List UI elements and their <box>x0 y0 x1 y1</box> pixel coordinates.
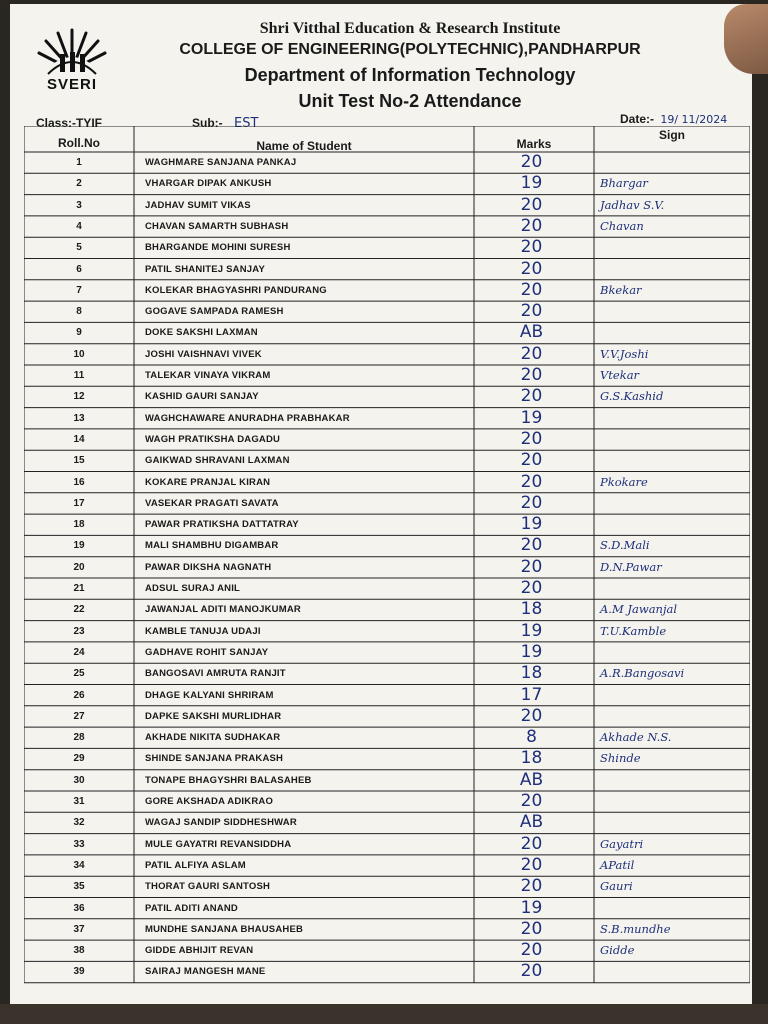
roll-cell: 33 <box>73 838 85 850</box>
table-row <box>24 472 750 493</box>
student-name-cell: AKHADE NIKITA SUDHAKAR <box>145 732 281 744</box>
marks-cell: 20 <box>520 854 543 875</box>
student-name-cell: TONAPE BHAGYSHRI BALASAHEB <box>145 774 312 786</box>
college-name: COLLEGE OF ENGINEERING(POLYTECHNIC),PANDHARPUR <box>179 41 641 58</box>
roll-cell: 32 <box>73 817 85 829</box>
marks-cell: AB <box>519 322 544 343</box>
sign-cell: D.N.Pawar <box>600 559 662 574</box>
department-name: Department of Information Technology <box>244 65 576 85</box>
student-name-cell: WAGAJ SANDIP SIDDHESHWAR <box>145 817 297 829</box>
student-name-cell: SHINDE SANJANA PRAKASH <box>145 753 284 765</box>
sign-cell <box>584 812 750 833</box>
marks-cell: 19 <box>520 641 543 662</box>
roll-cell: 9 <box>76 327 82 339</box>
roll-cell: 19 <box>73 540 85 552</box>
roll-cell: 36 <box>73 902 85 914</box>
marks-cell: 20 <box>520 301 543 322</box>
student-name-cell: SAIRAJ MANGESH MANE <box>145 966 266 978</box>
table-row <box>24 514 750 535</box>
marks-cell: 20 <box>520 791 543 811</box>
table-row <box>24 386 750 407</box>
date-label-text: Date:- <box>620 112 655 126</box>
table-row <box>24 578 750 599</box>
attendance-table <box>24 126 750 984</box>
table-row <box>24 493 750 514</box>
table-row <box>24 791 750 812</box>
sign-cell <box>584 642 750 663</box>
marks-cell: 8 <box>526 727 537 748</box>
table-row <box>24 195 750 216</box>
sign-cell <box>584 493 750 514</box>
sign-cell: Shinde <box>600 751 641 766</box>
marks-cell: 20 <box>520 215 543 236</box>
student-name-cell: PATIL ADITI ANAND <box>145 902 238 914</box>
student-name-cell: DOKE SAKSHI LAXMAN <box>145 327 258 339</box>
institute-name: Shri Vitthal Education & Research Institute <box>259 20 561 37</box>
sign-cell <box>584 322 750 343</box>
sign-cell <box>584 408 750 429</box>
student-name-cell: VASEKAR PRAGATI SAVATA <box>145 497 279 509</box>
roll-cell: 1 <box>76 157 82 168</box>
student-name-cell: PATIL ALFIYA ASLAM <box>145 859 246 871</box>
marks-cell: 20 <box>520 471 543 492</box>
student-name-cell: THORAT GAURI SANTOSH <box>145 881 271 893</box>
table-row <box>24 812 750 833</box>
marks-cell: 20 <box>520 876 543 897</box>
roll-cell: 3 <box>76 199 82 211</box>
roll-cell: 35 <box>73 881 85 893</box>
sign-cell <box>584 429 750 450</box>
sign-cell <box>584 685 750 706</box>
table-row <box>24 834 750 855</box>
student-name-cell: GIDDE ABHIJIT REVAN <box>145 945 254 957</box>
table-row <box>24 173 750 194</box>
table-row <box>24 961 750 982</box>
sign-cell <box>584 450 750 471</box>
marks-cell: AB <box>519 812 544 833</box>
roll-cell: 2 <box>76 178 82 190</box>
table-row <box>24 259 750 280</box>
roll-cell: 10 <box>73 348 85 360</box>
table-row <box>24 280 750 301</box>
roll-cell: 27 <box>73 710 85 722</box>
sign-cell <box>584 770 750 791</box>
roll-cell: 5 <box>76 242 82 254</box>
table-row <box>24 450 750 471</box>
student-name-cell: JOSHI VAISHNAVI VIVEK <box>145 348 262 360</box>
roll-cell: 20 <box>73 561 85 573</box>
roll-cell: 39 <box>73 966 85 978</box>
sign-cell: APatil <box>600 857 635 872</box>
roll-cell: 16 <box>73 476 85 488</box>
student-name-cell: KOKARE PRANJAL KIRAN <box>145 476 271 488</box>
roll-cell: 13 <box>73 412 85 424</box>
roll-cell: 26 <box>73 689 85 701</box>
student-name-cell: WAGHCHAWARE ANURADHA PRABHAKAR <box>145 412 350 424</box>
sign-cell: Gayatri <box>600 836 644 851</box>
sign-cell: Jadhav S.V. <box>600 197 665 212</box>
class-label: Class:-TYIF <box>36 116 103 130</box>
student-name-cell: TALEKAR VINAYA VIKRAM <box>145 370 271 381</box>
marks-cell: 20 <box>520 705 543 726</box>
student-name-cell: ADSUL SURAJ ANIL <box>145 583 241 594</box>
roll-cell: 18 <box>73 519 85 531</box>
table-row <box>24 770 750 791</box>
roll-cell: 17 <box>73 497 85 509</box>
student-name-cell: DHAGE KALYANI SHRIRAM <box>145 689 274 701</box>
student-name-cell: GOGAVE SAMPADA RAMESH <box>145 306 284 318</box>
table-row <box>24 727 750 748</box>
student-name-cell: WAGH PRATIKSHA DAGADU <box>145 433 281 445</box>
roll-cell: 28 <box>73 732 85 744</box>
marks-cell: 20 <box>520 386 543 407</box>
roll-cell: 7 <box>76 284 82 296</box>
table-row <box>24 685 750 706</box>
marks-cell: 20 <box>520 194 543 215</box>
sign-cell: Pkokare <box>600 474 648 489</box>
marks-cell: 20 <box>520 365 543 385</box>
sign-cell: A.M Jawanjal <box>600 602 678 617</box>
student-name-cell: MULE GAYATRI REVANSIDDHA <box>145 838 292 850</box>
roll-cell: 31 <box>73 796 85 807</box>
column-header-sign: Sign <box>659 128 685 142</box>
table-row <box>24 663 750 684</box>
roll-cell: 22 <box>73 604 85 616</box>
sign-cell: Akhade N.S. <box>600 730 672 745</box>
roll-cell: 30 <box>73 774 85 786</box>
sign-cell: G.S.Kashid <box>600 389 664 404</box>
table-row <box>24 152 750 173</box>
marks-cell: AB <box>519 769 544 790</box>
roll-cell: 21 <box>73 583 85 594</box>
marks-cell: 19 <box>520 407 543 428</box>
table-row <box>24 344 750 365</box>
table-row <box>24 855 750 876</box>
marks-cell: 20 <box>520 237 543 258</box>
table-row <box>24 216 750 237</box>
roll-cell: 24 <box>73 646 85 658</box>
marks-cell: 18 <box>520 663 543 684</box>
date-value: 19/ 11/2024 <box>660 113 728 126</box>
roll-cell: 12 <box>73 391 85 403</box>
sveri-logo <box>34 22 110 96</box>
student-name-cell: VHARGAR DIPAK ANKUSH <box>145 178 272 190</box>
roll-cell: 4 <box>76 220 82 232</box>
marks-cell: 20 <box>520 428 543 449</box>
roll-cell: 25 <box>73 668 85 680</box>
table-row <box>24 621 750 642</box>
sign-cell: Bkekar <box>600 282 642 297</box>
sign-cell <box>584 301 750 322</box>
sign-cell: Gauri <box>600 879 633 894</box>
table-row <box>24 429 750 450</box>
student-name-cell: MALI SHAMBHU DIGAMBAR <box>145 540 279 552</box>
student-name-cell: KOLEKAR BHAGYASHRI PANDURANG <box>145 284 327 296</box>
sign-cell <box>584 706 750 727</box>
table-row <box>24 940 750 961</box>
sign-cell <box>584 152 750 173</box>
table-row <box>24 876 750 897</box>
marks-cell: 19 <box>520 173 543 194</box>
student-name-cell: KAMBLE TANUJA UDAJI <box>145 625 261 637</box>
marks-cell: 20 <box>520 450 543 471</box>
table-row <box>24 301 750 322</box>
student-name-cell: DAPKE SAKSHI MURLIDHAR <box>145 710 282 722</box>
marks-cell: 20 <box>520 492 543 513</box>
student-name-cell: JAWANJAL ADITI MANOJKUMAR <box>145 604 301 616</box>
sun-rays-emblem <box>34 22 110 78</box>
logo-text: SVERI <box>46 76 97 93</box>
roll-cell: 8 <box>76 306 82 318</box>
marks-cell: 19 <box>520 514 543 535</box>
sign-cell: V.V.Joshi <box>600 346 649 361</box>
student-name-cell: JADHAV SUMIT VIKAS <box>145 199 251 211</box>
marks-cell: 20 <box>520 556 543 577</box>
marks-cell: 20 <box>520 578 543 598</box>
roll-cell: 15 <box>73 455 85 467</box>
sign-cell <box>584 961 750 982</box>
column-header-marks: Marks <box>516 137 552 151</box>
marks-cell: 20 <box>520 940 543 961</box>
attendance-sheet <box>10 4 752 1004</box>
marks-cell: 20 <box>520 961 543 982</box>
sign-cell <box>584 514 750 535</box>
sheet-title: Unit Test No-2 Attendance <box>298 91 522 111</box>
table-row <box>24 748 750 769</box>
table-row <box>24 919 750 940</box>
sign-cell <box>584 578 750 599</box>
sign-cell: Bhargar <box>600 176 648 191</box>
marks-cell: 18 <box>520 599 543 620</box>
sign-cell: Vtekar <box>600 368 640 382</box>
sign-cell: A.R.Bangosavi <box>600 666 685 681</box>
roll-cell: 37 <box>73 923 85 935</box>
roll-cell: 34 <box>73 859 85 871</box>
table-row <box>24 898 750 919</box>
roll-cell: 38 <box>73 945 85 957</box>
subject-label-text: Sub:- <box>192 116 223 130</box>
marks-cell: 18 <box>520 748 543 769</box>
table-row <box>24 706 750 727</box>
student-name-cell: WAGHMARE SANJANA PANKAJ <box>145 157 297 168</box>
table-row <box>24 557 750 578</box>
roll-cell: 14 <box>73 433 85 445</box>
table-row <box>24 365 750 386</box>
table-row <box>24 642 750 663</box>
marks-cell: 20 <box>520 258 543 279</box>
table-row <box>24 408 750 429</box>
roll-cell: 23 <box>73 625 85 637</box>
marks-cell: 20 <box>520 279 543 300</box>
student-name-cell: BHARGANDE MOHINI SURESH <box>145 242 291 254</box>
sign-cell: Gidde <box>600 943 635 958</box>
marks-cell: 20 <box>520 152 543 172</box>
background-shadow <box>0 1004 768 1024</box>
date-label <box>620 112 727 126</box>
student-name-cell: GORE AKSHADA ADIKRAO <box>145 796 274 807</box>
thumb-at-corner <box>724 4 768 74</box>
student-name-cell: PAWAR PRATIKSHA DATTATRAY <box>145 519 299 531</box>
student-name-cell: MUNDHE SANJANA BHAUSAHEB <box>145 923 304 935</box>
marks-cell: 20 <box>520 343 543 364</box>
table-row <box>24 535 750 556</box>
sign-cell <box>584 791 750 812</box>
marks-cell: 20 <box>520 833 543 854</box>
student-name-cell: KASHID GAURI SANJAY <box>145 391 259 403</box>
sign-cell: S.D.Mali <box>600 538 650 553</box>
marks-cell: 17 <box>520 684 543 705</box>
sign-cell: Chavan <box>600 218 644 233</box>
student-name-cell: CHAVAN SAMARTH SUBHASH <box>145 220 289 232</box>
marks-cell: 19 <box>520 620 543 641</box>
roll-cell: 11 <box>73 370 85 381</box>
subject-value: EST <box>234 116 259 131</box>
marks-cell: 20 <box>520 535 543 556</box>
marks-cell: 19 <box>520 897 543 918</box>
marks-cell: 20 <box>520 918 543 939</box>
sign-cell <box>584 259 750 280</box>
student-name-cell: PATIL SHANITEJ SANJAY <box>145 263 265 275</box>
roll-cell: 29 <box>73 753 85 765</box>
roll-cell: 6 <box>76 263 82 275</box>
sign-cell: S.B.mundhe <box>600 921 671 936</box>
column-header-name: Name of Student <box>256 139 352 153</box>
column-header-roll: Roll.No <box>58 136 100 150</box>
table-row <box>24 322 750 343</box>
sign-cell: T.U.Kamble <box>600 623 667 638</box>
sign-cell <box>584 237 750 258</box>
student-name-cell: PAWAR DIKSHA NAGNATH <box>145 561 272 573</box>
student-name-cell: BANGOSAVI AMRUTA RANJIT <box>145 668 286 680</box>
student-name-cell: GAIKWAD SHRAVANI LAXMAN <box>145 455 290 467</box>
table-row <box>24 599 750 620</box>
sign-cell <box>584 898 750 919</box>
student-name-cell: GADHAVE ROHIT SANJAY <box>145 646 269 658</box>
table-row <box>24 237 750 258</box>
